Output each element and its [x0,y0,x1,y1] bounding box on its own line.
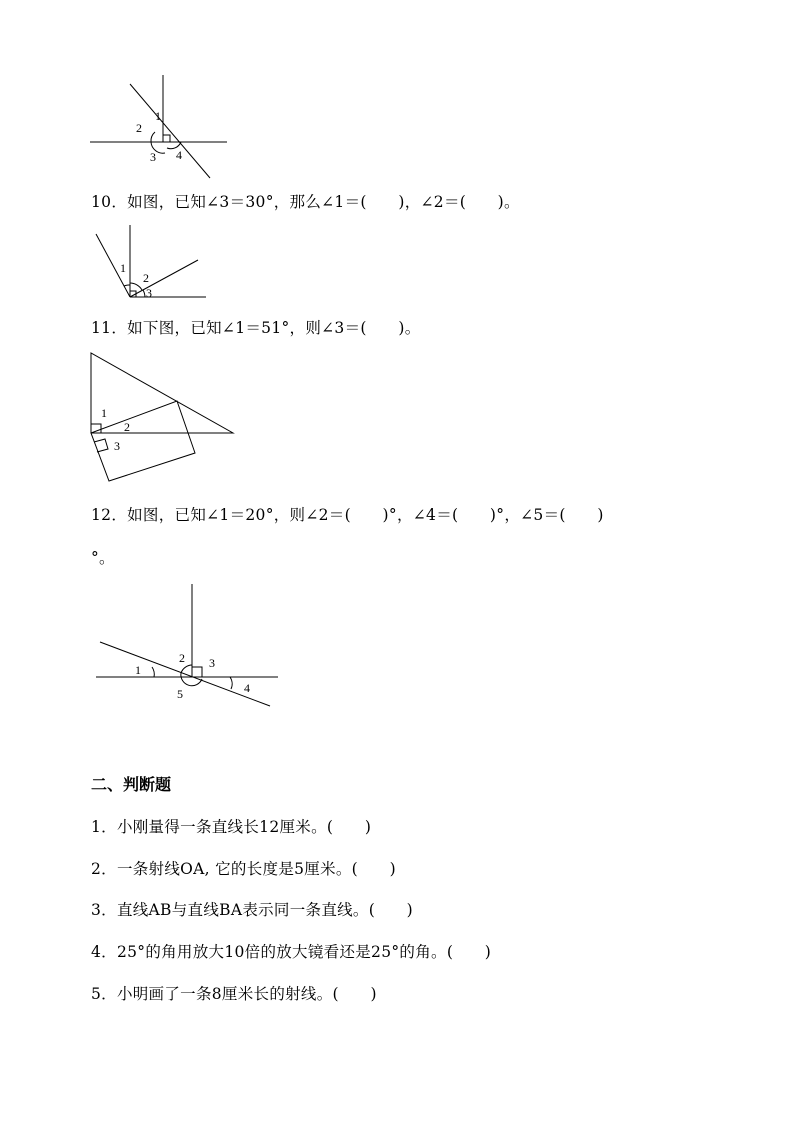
angle-4-arc [230,677,232,689]
slanted-line [100,642,270,706]
right-angle-mark [192,667,202,677]
judgement-item-2: 2．一条射线OA, 它的长度是5厘米。( ) [91,860,396,878]
angle-label-1: 1 [120,261,126,275]
angle-label-4: 4 [244,681,250,695]
angle-label-5: 5 [177,687,183,701]
section-2-heading: 二、判断题 [91,775,172,794]
angle-label-1: 1 [101,406,107,420]
angle-2-arc [130,283,142,290]
question-11: 11．如下图，已知∠1＝51°，则∠3＝( )。 [91,319,421,337]
angle-2-arc [151,132,155,142]
angle-1-arc [152,667,154,677]
angle-label-1: 1 [155,109,161,123]
judgement-item-5: 5．小明画了一条8厘米长的射线。( ) [91,985,377,1003]
figure-question-9 [85,70,235,185]
angle-label-2: 2 [179,651,185,665]
judgement-item-1: 1．小刚量得一条直线长12厘米。( ) [91,818,372,836]
slanted-line [130,84,210,178]
right-triangle [91,353,233,433]
question-12-line-1: 12．如图，已知∠1＝20°，则∠2＝( )°，∠4＝( )°，∠5＝( ) [91,506,604,524]
angle-label-1: 1 [135,663,141,677]
question-10: 10．如图，已知∠3＝30°，那么∠1＝( )，∠2＝( )。 [91,193,520,211]
right-slanted-line [130,260,198,297]
angle-2-arc [181,665,192,673]
angle-label-2: 2 [143,271,149,285]
angle-label-3: 3 [146,286,152,300]
angle-1-arc [124,285,130,286]
figure-question-11 [85,348,245,488]
angle-label-3: 3 [114,439,120,453]
right-angle-mark [163,135,170,142]
judgement-item-3: 3．直线AB与直线BA表示同一条直线。( ) [91,901,414,919]
figure-question-10 [88,220,213,305]
judgement-item-4: 4．25°的角用放大10倍的放大镜看还是25°的角。( ) [91,943,492,961]
angle-3-arc [143,290,145,297]
angle-label-2: 2 [136,121,142,135]
angle-label-2: 2 [124,420,130,434]
angle-label-4: 4 [176,148,182,162]
angle-label-3: 3 [150,150,156,164]
angle-label-3: 3 [209,656,215,670]
question-12-line-2: °。 [91,549,115,567]
figure-question-12 [90,578,290,713]
